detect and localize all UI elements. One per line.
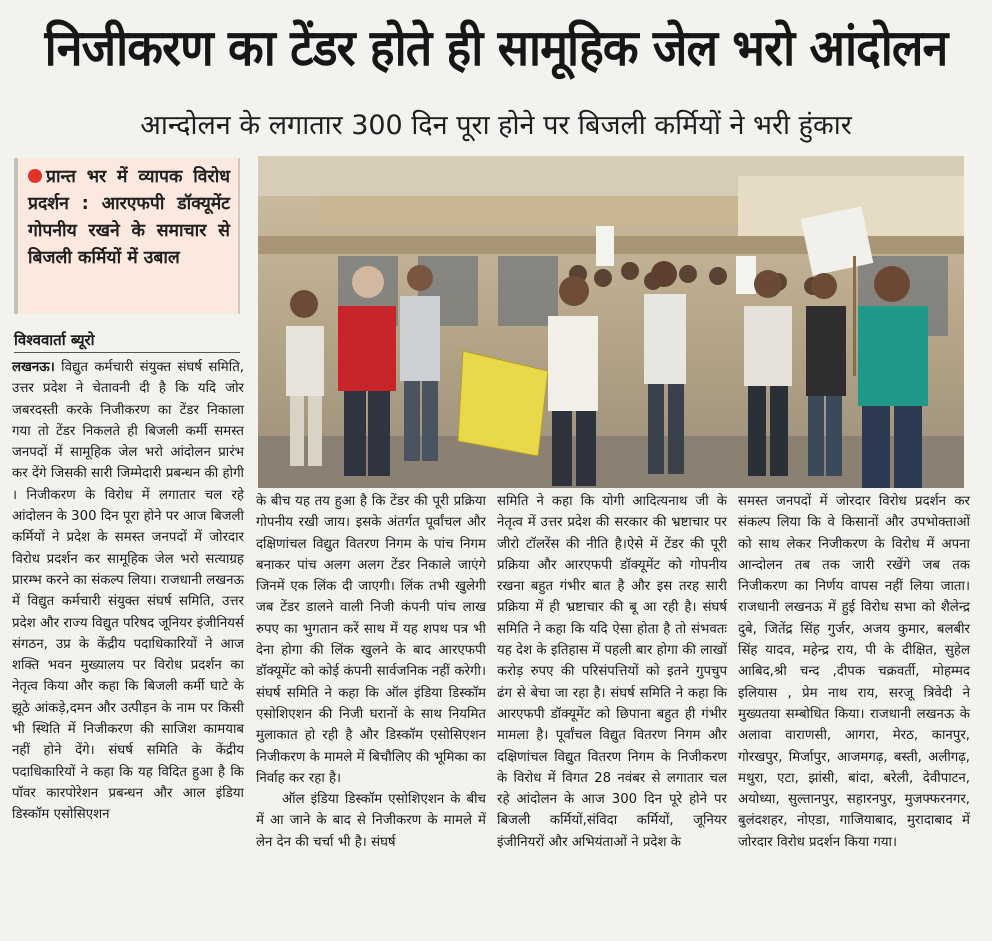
bullet-icon <box>28 169 42 183</box>
highlight-text: प्रान्त भर में व्यापक विरोध प्रदर्शन : आरएफपी डॉक्यूमेंट गोपनीय रखने के समाचार से बिजली कर्मियों में उबाल <box>28 167 230 268</box>
column-4-text: समस्त जनपदों में जोरदार विरोध प्रदर्शन कर संकल्प लिया कि वे किसानों और उपभोक्ताओं को साथ लेकर निजीकरण के विरोध में अपना आन्दोलन तब तक जारी रखेंगे जब तक निजीकरण का निर्णय वापस नहीं लिया जाता। राजधानी लखनऊ में हुई विरोध सभा को शैलेन्द्र दुबे, जितेंद्र सिंह गुर्जर, अजय कुमार, बलबीर सिंह यादव, महेन्द्र राय, पी के दीक्षित, सुहेल आबिद,श्री चन्द ,दीपक चक्रवर्ती, मोहम्मद इलियास , प्रेम नाथ राय, सरजू त्रिवेदी ने मुख्यतया सम्बोधित किया। राजधानी लखनऊ के अलावा वाराणसी, आगरा, मेरठ, कानपुर, गोरखपुर, मिर्जापुर, आजमगढ़, बस्ती, अलीगढ़, मथुरा, एटा, झांसी, बांदा, बरेली, देवीपाटन, अयोध्या, सुल्तानपुर, सहारनपुर, मुजफ्फरनगर, बुलंदशहर, नोएडा, गाजियाबाद, मुरादाबाद में जोरदार विरोध प्रदर्शन किया गया। <box>738 494 970 850</box>
subheadline: आन्दोलन के लगातार 300 दिन पूरा होने पर बिजली कर्मियों ने भरी हुंकार <box>140 110 852 141</box>
article-column-4 <box>738 491 970 853</box>
dateline: लखनऊ। <box>12 360 55 375</box>
headline: निजीकरण का टेंडर होते ही सामूहिक जेल भरो आंदोलन <box>44 19 948 77</box>
article-column-1 <box>12 357 244 826</box>
article-column-3 <box>497 491 727 853</box>
column-2-paragraph-2: ऑल इंडिया डिस्कॉम एसोशिएशन के बीच में आ जाने के बाद से निजीकरण के मामले में लेन देन की चर्चा भी है। संघर्ष <box>256 792 486 850</box>
protest-photo <box>258 156 964 488</box>
article-column-2 <box>256 491 486 853</box>
highlight-box <box>14 158 240 314</box>
protest-photo-illustration <box>258 156 964 488</box>
byline: विश्ववार्ता ब्यूरो <box>14 330 240 353</box>
column-2-paragraph-1: के बीच यह तय हुआ है कि टेंडर की पूरी प्रक्रिया गोपनीय रखी जाय। इसके अंतर्गत पूर्वांचल और दक्षिणांचल विद्युत वितरण निगम के पांच निगम बनाकर पांच अलग अलग टेंडर निकाले जाएंगे जिनमें एक लिंक दी जाएगी। लिंक तभी खुलेगी जब टेंडर डालने वाली निजी कंपनी पांच लाख रुपए का भुगतान करें साथ में यह शपथ पत्र भी देना होगा की लिंक खुलने के बाद आरएफपी डॉक्यूमेंट को कोई कंपनी सार्वजनिक नहीं करेगी। संघर्ष समिति ने कहा कि ऑल इंडिया डिस्कॉम एसोशिएशन की निजी घरानों के साथ नियमित मुलाकात हो रही है और डिस्कॉम एसोसिएशन निजीकरण के मामले में बिचौलिए की भूमिका का निर्वाह कर रहा है। <box>256 494 486 786</box>
column-3-text: समिति ने कहा कि योगी आदित्यनाथ जी के नेतृत्व में उत्तर प्रदेश की सरकार की भ्रष्टाचार पर जीरो टॉलरेंस की नीति है।ऐसे में टेंडर की पूरी प्रक्रिया और आरएफपी डॉक्यूमेंट को गोपनीय रखना बहुत गंभीर बात है और इस तरह सारी प्रक्रिया में ही भ्रष्टाचार की बू आ रही है। संघर्ष समिति ने कहा कि यदि ऐसा होता है तो संभवतः यह देश के इतिहास में पहली बार होगा की लाखों करोड़ रुपए की परिसंपत्तियों को इतने गुपचुप ढंग से बेचा जा रहा है। संघर्ष समिति ने कहा कि आरएफपी डॉक्यूमेंट को छिपाना बहुत ही गंभीर मामला है। पूर्वांचल विद्युत वितरण निगम और दक्षिणांचल विद्युत वितरण निगम के निजीकरण के विरोध में विगत 28 नवंबर से लगातार चल रहे आंदोलन के आज 300 दिन पूरे होने पर बिजली कर्मियों,संविदा कर्मियों, जूनियर इंजीनियरों और अभियंताओं ने प्रदेश के <box>497 494 727 850</box>
column-1-text: विद्युत कर्मचारी संयुक्त संघर्ष समिति, उत्तर प्रदेश ने चेतावनी दी है कि यदि जोर जबरदस्ती करके निजीकरण का टेंडर निकाला गया तो टेंडर निकलते ही बिजली कर्मी समस्त जनपदों में सामूहिक जेल भरो आंदोलन प्रारंभ कर देंगे जिसकी सारी जिम्मेदारी प्रबन्धन की होगी । निजीकरण के विरोध में लगातार चल रहे आंदोलन के 300 दिन पूरा होने पर आज बिजली कर्मियों ने प्रदेश के समस्त जनपदों में जोरदार विरोध प्रदर्शन कर सामूहिक जेल भरो सत्याग्रह प्रारम्भ करने का संकल्प लिया। राजधानी लखनऊ में विद्युत कर्मचारी संयुक्त संघर्ष समिति, उत्तर प्रदेश और राज्य विद्युत परिषद जूनियर इंजीनियर्स संगठन, उप्र के केंद्रीय पदाधिकारियों ने आज शक्ति भवन मुख्यालय पर विरोध प्रदर्शन का नेतृत्व किया और कहा कि बिजली कर्मी घाटे के झूठे आंकड़े,दमन और उत्पीड़न के नाम पर किसी भी स्थिति में निजीकरण की साजिश कामयाब नहीं होने देंगे। संघर्ष समिति के केंद्रीय पदाधिकारियों ने कहा कि यह विदित हुआ है कि पॉवर कारपोरेशन प्रबन्धन और आल इंडिया डिस्कॉम एसोसिएशन <box>12 360 244 823</box>
